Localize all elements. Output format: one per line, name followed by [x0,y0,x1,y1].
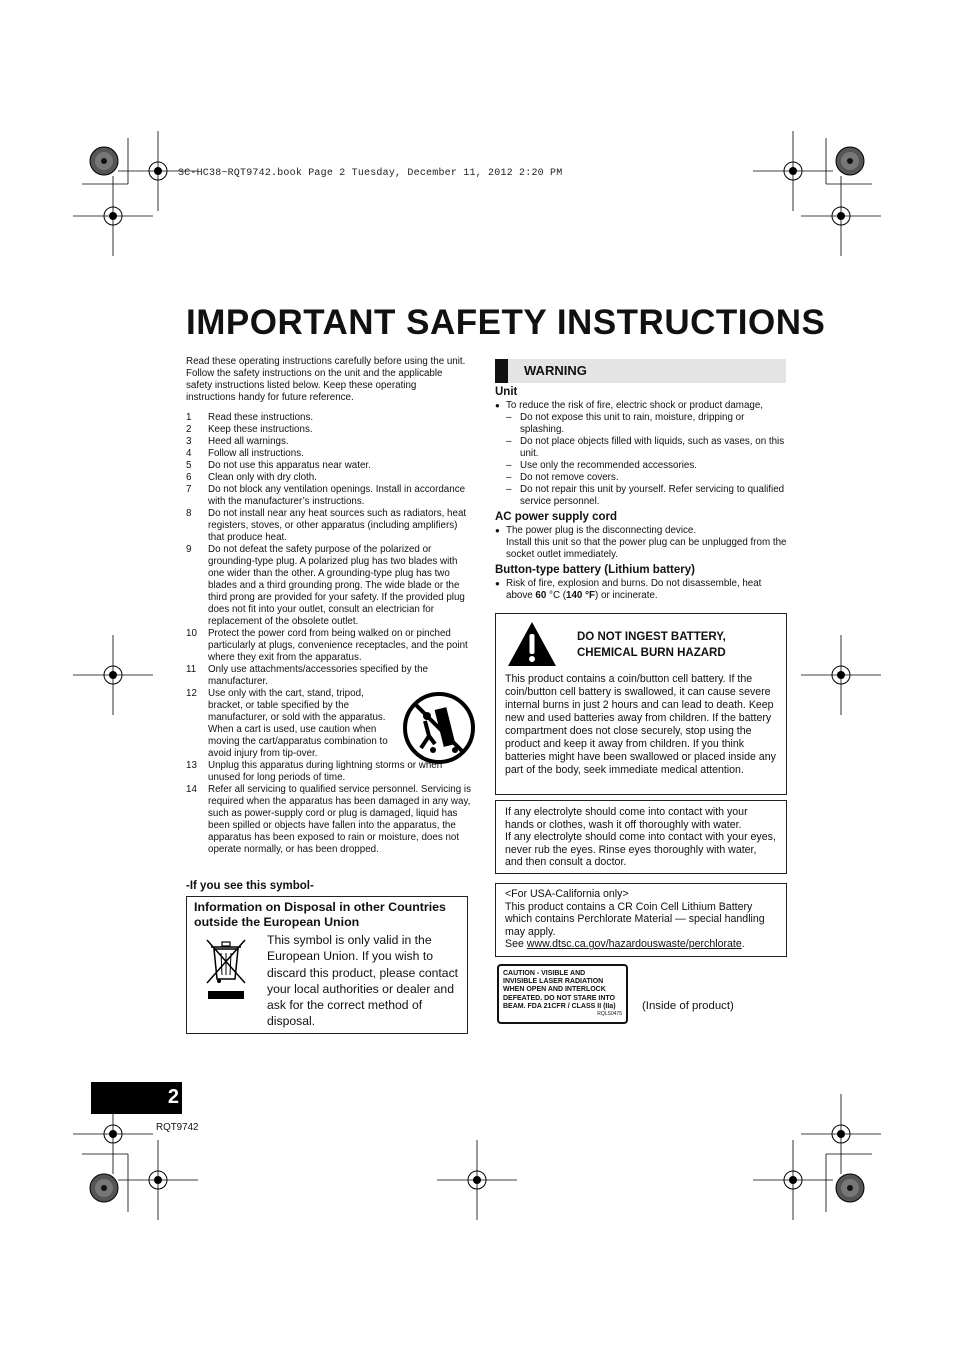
california-line1: <For USA-California only> [505,888,629,900]
unit-dash-text: Do not expose this unit to rain, moisture, dripping or splashing. [520,412,745,435]
laser-label-code: RQLS0475 [597,1011,622,1017]
unit-dash-list [495,412,787,508]
unit-dash-text: Do not place objects filled with liquids, such as vases, on this unit. [520,436,785,459]
bullet-icon: ● [495,401,500,410]
instruction-text: Do not block any ventilation openings. Install in accordance with the manufacturer’s instructions. [208,484,466,507]
instruction-text: Do not defeat the safety purpose of the polarized or grounding-type plug. A polarized plug has two blades with one wider than the other. A grounding-type plug has two blades and a third grounding prong. The wide blade or the third prong are provided for your safety. If the provided plug does not fit into your outlet, consult an electrician for replacement of the obsolete outlet. [208,544,465,627]
warning-label: WARNING [524,363,587,378]
bullet-icon: ● [495,579,500,588]
cart-warning-icon [403,692,475,764]
instruction-text: Do not install near any heat sources such as radiators, heat registers, stoves, or other apparatus (including amplifiers) that produce heat. [208,508,467,543]
unit-dash-item [495,436,787,460]
unit-bullet: ● To reduce the risk of fire, electric shock or product damage, [495,400,764,411]
instruction-number: 1 [186,412,192,423]
instruction-text: Clean only with dry cloth. [208,472,317,483]
instruction-text: Unplug this apparatus during lightning storms or when unused for long periods of time. [208,760,443,783]
california-line2: This product contains a CR Coin Cell Lithium Battery which contains Perchlorate Material — special handling may apply. [505,900,765,938]
perchlorate-link[interactable]: www.dtsc.ca.gov/hazardouswaste/perchlorate [526,938,742,951]
ac-bullet: ● The power plug is the disconnecting device. Install this unit so that the power plug can be unplugged from the socket outlet immediately. [495,525,787,560]
unit-heading: Unit [495,386,518,398]
ingest-text: This product contains a coin/button cell battery. If the coin/button cell battery is swallowed, it can cause severe internal burns in just 2 hours and can lead to death. Keep new and used batteries away from children. If the battery compartment does not close securely, stop using the product and keep it away from children. If you think batteries might have been swallowed or placed inside any part of the body, seek immediate medical attention. [505,673,776,776]
instruction-number: 3 [186,436,192,447]
instruction-item [186,484,476,508]
instruction-item [186,544,476,628]
instruction-item [186,508,476,544]
crossed-bin-icon [204,935,248,1003]
instruction-number: 9 [186,544,192,555]
ingest-warning-box [495,613,787,795]
instruction-text: Only use attachments/accessories specified by the manufacturer. [208,664,428,687]
instruction-item [186,664,476,688]
disposal-box [186,896,468,1034]
electrolyte-line2: If any electrolyte should come into contact with your eyes, never rub the eyes. Rinse eyes thoroughly with water, and then consult a doctor. [505,831,776,869]
unit-dash-item [495,460,787,472]
warning-marker [495,359,508,383]
instruction-number: 7 [186,484,192,495]
instruction-text: Read these instructions. [208,412,314,423]
bullet-icon: ● [495,526,500,535]
instruction-item [186,412,476,424]
instruction-item [186,784,476,856]
dash-marker: – [506,484,512,495]
instruction-number: 5 [186,460,192,471]
battery-bullet: ● Risk of fire, explosion and burns. Do not disassemble, heat above 60 °C (140 °F) or incinerate. [495,578,762,601]
instruction-number: 13 [186,760,197,771]
battery-heading: Button-type battery (Lithium battery) [495,564,695,576]
dash-marker: – [506,460,512,471]
unit-dash-text: Do not repair this unit by yourself. Refer servicing to qualified service personnel. [520,484,785,507]
unit-dash-item [495,484,787,508]
warning-triangle-icon [506,620,558,668]
unit-dash-text: Do not remove covers. [520,472,619,483]
instruction-item [186,424,476,436]
symbol-heading: -If you see this symbol- [186,880,314,892]
instruction-item [186,472,476,484]
unit-dash-item [495,472,787,484]
dash-marker: – [506,472,512,483]
instruction-text: Protect the power cord from being walked on or pinched particularly at plugs, convenience receptacles, and the point where they exit from the apparatus. [208,628,468,663]
dash-marker: – [506,412,512,423]
instruction-text: Refer all servicing to qualified service personnel. Servicing is required when the apparatus has been damaged in any way, such as power-supply cord or plug is damaged, liquid has been spilled or objects have fallen into the apparatus, the apparatus has been exposed to rain or moisture, does not operate normally, or has been dropped. [208,784,472,855]
unit-dash-item [495,412,787,436]
instruction-number: 12 [186,688,197,699]
inside-caption: (Inside of product) [642,1000,734,1012]
dash-marker: – [506,436,512,447]
instruction-text: Keep these instructions. [208,424,313,435]
instruction-item [186,448,476,460]
electrolyte-box [495,800,787,874]
instruction-text: Follow all instructions. [208,448,304,459]
instruction-item [186,460,476,472]
california-box: <For USA-California only> This product contains a CR Coin Cell Lithium Battery which contains Perchlorate Material — special handling may apply. See www.dtsc.ca.gov/hazardouswaste/perchlorate. [495,883,787,957]
instruction-item [186,436,476,448]
instruction-number: 8 [186,508,192,519]
laser-label-text: CAUTION - VISIBLE AND INVISIBLE LASER RADIATION WHEN OPEN AND INTERLOCK DEFEATED. DO NOT STARE INTO BEAM. FDA 21CFR / CLASS II (IIa) [503,970,616,1010]
intro-paragraph: Read these operating instructions carefully before using the unit. Follow the safety instructions on the unit and the applicable safety instructions listed below. Keep these operating instructions handy for future reference. [186,356,466,403]
instruction-number: 11 [186,664,197,675]
ac-heading: AC power supply cord [495,511,618,523]
instruction-number: 10 [186,628,197,639]
instruction-number: 6 [186,472,192,483]
ingest-heading: DO NOT INGEST BATTERY, CHEMICAL BURN HAZARD [577,631,726,659]
laser-caution-label [497,964,628,1024]
model-code: RQT9742 [156,1122,199,1133]
instruction-text: Use only with the cart, stand, tripod, bracket, or table specified by the manufacturer, or sold with the apparatus. When a cart is used, use caution when moving the cart/apparatus combination to avoid injury from tip-over. [208,688,388,759]
unit-dash-text: Use only the recommended accessories. [520,460,697,471]
page-number-tab [91,1082,182,1114]
instruction-item [186,628,476,664]
electrolyte-line1: If any electrolyte should come into contact with your hands or clothes, wash it off thoroughly with water. [505,806,748,831]
instruction-text: Heed all warnings. [208,436,289,447]
disposal-heading: Information on Disposal in other Countries outside the European Union [194,900,446,929]
instruction-text: Do not use this apparatus near water. [208,460,371,471]
page-number: 2 [167,1086,179,1108]
page-title: IMPORTANT SAFETY INSTRUCTIONS [186,303,826,342]
disposal-text: This symbol is only valid in the European Union. If you wish to discard this product, please contact your local authorities or dealer and ask for the correct method of disposal. [267,933,459,1029]
unit-section [495,386,787,602]
instruction-list [186,412,476,856]
warning-banner [495,359,786,383]
instruction-number: 4 [186,448,192,459]
instruction-number: 14 [186,784,197,795]
instruction-number: 2 [186,424,192,435]
print-slug: SC-HC38~RQT9742.book Page 2 Tuesday, December 11, 2012 2:20 PM [178,168,563,179]
